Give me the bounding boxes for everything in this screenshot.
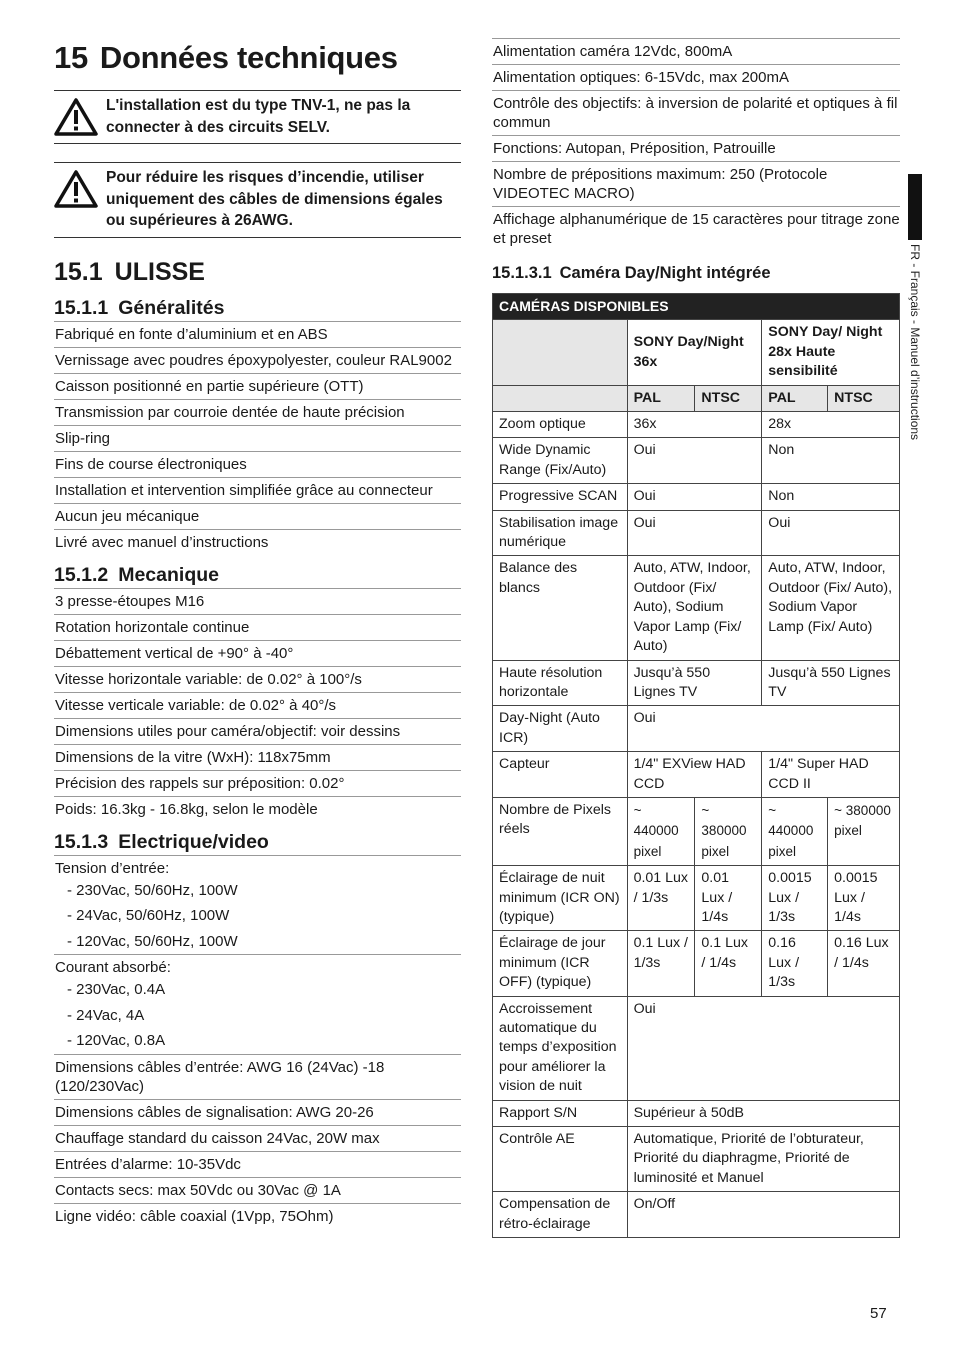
table-row (493, 1192, 900, 1238)
cell: Non (762, 438, 900, 484)
list-item: Transmission par courroie dentée de haute précision (54, 400, 461, 426)
courant-value: - 24Vac, 4A (67, 1006, 145, 1024)
list-item: Nombre de prépositions maximum: 250 (Protocole VIDEOTEC MACRO) (492, 162, 900, 207)
list-item: Ligne vidéo: câble coaxial (1Vpp, 75Ohm) (55, 1207, 334, 1225)
generalites-list (54, 322, 461, 555)
warning-text: Pour réduire les risques d’incendie, utiliser uniquement des câbles de dimensions égales ou supérieures à 26AWG. (106, 169, 443, 229)
courant-value: - 120Vac, 0.8A (67, 1032, 166, 1049)
subsection-title-generalites: 15.1.1 Généralités (54, 296, 461, 322)
list-item: Débattement vertical de +90° à -40° (54, 641, 461, 667)
row-label: Compensation de rétro-éclairage (493, 1192, 628, 1238)
list-item: Fabriqué en fonte d’aluminium et en ABS (54, 322, 461, 348)
cell: Jusqu’à 550 Lignes TV (627, 660, 762, 706)
row-label: Rapport S/N (493, 1100, 628, 1126)
cell: 0.16 Lux / 1/4s (828, 931, 900, 996)
left-column (54, 38, 461, 1229)
tension-value: - 24Vac, 50/60Hz, 100W (67, 907, 230, 924)
list-item: Vernissage avec poudres époxypolyester, couleur RAL9002 (54, 348, 461, 374)
list-item: Vitesse verticale variable: de 0.02° à 40°/s (54, 693, 461, 719)
list-item: Installation et intervention simplifiée grâce au connecteur (54, 478, 461, 504)
cell: ~ 380000 pixel (695, 797, 762, 865)
list-item-tension (54, 856, 461, 956)
table-row (493, 752, 900, 798)
row-label: Capteur (493, 752, 628, 798)
table-row (493, 1127, 900, 1192)
cell: Auto, ATW, Indoor, Outdoor (Fix/ Auto), Sodium Vapor Lamp (Fix/ Auto) (762, 556, 900, 660)
list-item: Dimensions de la vitre (WxH): 118x75mm (54, 745, 461, 771)
cell: 28x (762, 412, 900, 438)
list-item: Caisson positionné en partie supérieure (OTT) (54, 374, 461, 400)
cell: Automatique, Priorité de l’obturateur, Priorité du diaphragme, Priorité de luminosité et Manuel (627, 1127, 899, 1192)
table-row (493, 866, 900, 931)
row-label: Stabilisation image numérique (493, 510, 628, 556)
table-row (493, 1100, 900, 1126)
cell: On/Off (627, 1192, 899, 1238)
courant-value: - 230Vac, 0.4A (67, 981, 166, 998)
cell: Jusqu’à 550 Lignes TV (762, 660, 900, 706)
tension-value: - 120Vac, 50/60Hz, 100W (67, 932, 238, 950)
list-item: Dimensions câbles d’entrée: AWG 16 (24Vac) -18 (120/230Vac) (54, 1055, 461, 1100)
section-title: 15.1 ULISSE (54, 257, 205, 286)
model-header: SONY Day/Night 36x (627, 320, 762, 385)
cell: 1/4" Super HAD CCD II (762, 752, 900, 798)
row-label: Nombre de Pixels réels (493, 797, 628, 865)
row-label: Wide Dynamic Range (Fix/Auto) (493, 438, 628, 484)
cell: 0.0015 Lux / 1/4s (828, 866, 900, 931)
cell: 1/4" EXView HAD CCD (627, 752, 762, 798)
mecanique-list (54, 589, 461, 822)
row-label: Balance des blancs (493, 556, 628, 660)
warning-box-tnv (54, 90, 461, 144)
cell: 0.1 Lux / 1/4s (695, 931, 762, 996)
pal-header: PAL (627, 385, 695, 411)
list-item: Fonctions: Autopan, Préposition, Patrouille (492, 136, 900, 162)
cell: Supérieur à 50dB (627, 1100, 899, 1126)
cell: 0.01 Lux / 1/4s (695, 866, 762, 931)
cell: Oui (627, 484, 762, 510)
list-item: Rotation horizontale continue (54, 615, 461, 641)
cell: ~ 440000 pixel (627, 797, 695, 865)
electrique-list-continued (492, 38, 900, 251)
chapter-title: 15 Données techniques (54, 40, 398, 75)
row-label: Zoom optique (493, 412, 628, 438)
cell: 0.01 Lux / 1/3s (627, 866, 695, 931)
subsection-title-electrique: 15.1.3 Electrique/video (54, 830, 461, 856)
list-item-courant (54, 955, 461, 1055)
ntsc-header: NTSC (828, 385, 900, 411)
model-header: SONY Day/ Night 28x Haute sensibilité (762, 320, 900, 385)
table-row (493, 556, 900, 660)
list-item: Chauffage standard du caisson 24Vac, 20W max (54, 1126, 461, 1152)
list-item: Alimentation optiques: 6-15Vdc, max 200mA (492, 65, 900, 91)
list-item: Vitesse horizontale variable: de 0.02° à 100°/s (54, 667, 461, 693)
row-label: Haute résolution horizontale (493, 660, 628, 706)
row-label: Accroissement automatique du temps d’exposition pour améliorer la vision de nuit (493, 996, 628, 1100)
list-item: Fins de course électroniques (54, 452, 461, 478)
list-item: Entrées d’alarme: 10-35Vdc (54, 1152, 461, 1178)
cell: 0.1 Lux / 1/3s (627, 931, 695, 996)
cell: 36x (627, 412, 762, 438)
cell: Non (762, 484, 900, 510)
cell: Oui (627, 438, 762, 484)
table-header-models (493, 320, 900, 385)
ntsc-header: NTSC (695, 385, 762, 411)
table-row (493, 484, 900, 510)
table-row (493, 706, 900, 752)
list-item: Contacts secs: max 50Vdc ou 30Vac @ 1A (54, 1178, 461, 1204)
row-label: Éclairage de nuit minimum (ICR ON) (typique) (493, 866, 628, 931)
warning-triangle-icon (54, 169, 98, 209)
table-header-format (493, 385, 900, 411)
list-item: 3 presse-étoupes M16 (54, 589, 461, 615)
camera-spec-table (492, 293, 900, 1238)
cell: Oui (762, 510, 900, 556)
warning-triangle-icon (54, 97, 98, 137)
cell: Auto, ATW, Indoor, Outdoor (Fix/ Auto), Sodium Vapor Lamp (Fix/ Auto) (627, 556, 762, 660)
table-row (493, 510, 900, 556)
list-item: Contrôle des objectifs: à inversion de polarité et optiques à fil commun (492, 91, 900, 136)
table-row (493, 931, 900, 996)
electrique-list (54, 856, 461, 1229)
pal-header: PAL (762, 385, 828, 411)
courant-label: Courant absorbé: (55, 959, 171, 976)
tension-value: - 230Vac, 50/60Hz, 100W (67, 881, 238, 899)
list-item: Dimensions utiles pour caméra/objectif: voir dessins (54, 719, 461, 745)
warning-text: L'installation est du type TNV-1, ne pas la connecter à des circuits SELV. (106, 97, 411, 136)
cell: ~ 440000 pixel (762, 797, 828, 865)
list-item: Précision des rappels sur préposition: 0.02° (54, 771, 461, 797)
cell: Oui (627, 996, 899, 1100)
cell: ~ 380000 pixel (828, 797, 900, 865)
table-title-row (493, 294, 900, 320)
row-label: Progressive SCAN (493, 484, 628, 510)
cell: Oui (627, 510, 762, 556)
list-item: Affichage alphanumérique de 15 caractères pour titrage zone et preset (493, 211, 900, 247)
side-language-label: FR - Français - Manuel d’instructions (908, 244, 922, 441)
row-label: Contrôle AE (493, 1127, 628, 1192)
subsection-title-mecanique: 15.1.2 Mecanique (54, 563, 461, 589)
list-item: Dimensions câbles de signalisation: AWG 20-26 (54, 1100, 461, 1126)
tension-label: Tension d’entrée: (55, 859, 170, 877)
list-item: Aucun jeu mécanique (54, 504, 461, 530)
table-row (493, 996, 900, 1100)
list-item: Slip-ring (54, 426, 461, 452)
cell: 0.16 Lux / 1/3s (762, 931, 828, 996)
side-tab-marker (908, 174, 922, 240)
table-row (493, 412, 900, 438)
row-label: Day-Night (Auto ICR) (493, 706, 628, 752)
list-item: Livré avec manuel d’instructions (55, 533, 269, 551)
cell: 0.0015 Lux / 1/3s (762, 866, 828, 931)
table-row (493, 438, 900, 484)
table-row (493, 660, 900, 706)
camera-subsection-title: 15.1.3.1 Caméra Day/Night intégrée (492, 264, 771, 282)
table-title: CAMÉRAS DISPONIBLES (493, 294, 900, 320)
page-number: 57 (870, 1305, 887, 1322)
list-item: Poids: 16.3kg - 16.8kg, selon le modèle (55, 800, 318, 818)
right-column (492, 38, 900, 1238)
cell: Oui (627, 706, 899, 752)
row-label: Éclairage de jour minimum (ICR OFF) (typique) (493, 931, 628, 996)
list-item: Alimentation caméra 12Vdc, 800mA (492, 39, 900, 65)
warning-box-cables (54, 162, 461, 238)
table-row (493, 797, 900, 865)
